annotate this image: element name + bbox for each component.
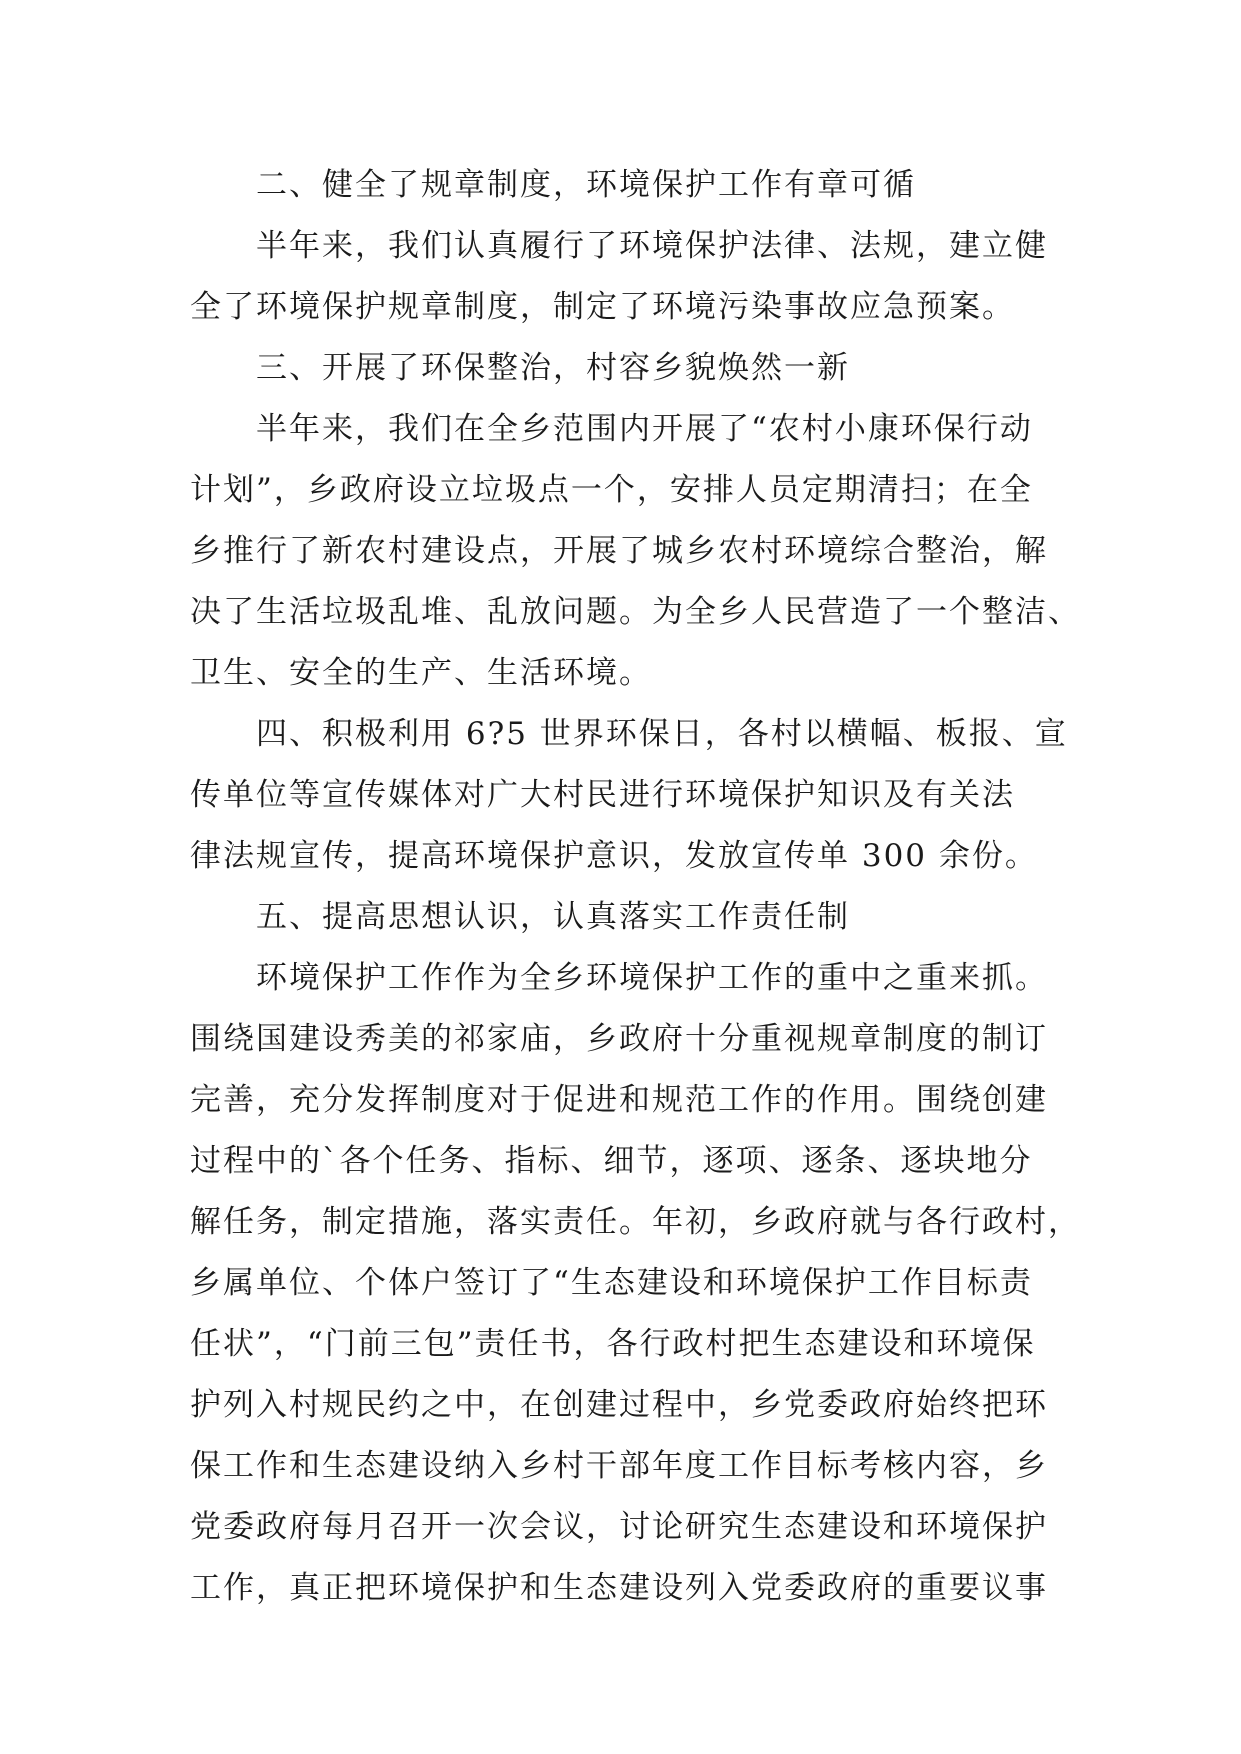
paragraph-line: 全了环境保护规章制度，制定了环境污染事故应急预案。	[190, 289, 1015, 325]
paragraph-line: 解任务，制定措施，落实责任。年初，乡政府就与各行政村，	[190, 1204, 1081, 1240]
paragraph-line: 乡属单位、个体户签订了“生态建设和环境保护工作目标责	[190, 1265, 1033, 1301]
paragraph-line: 传单位等宣传媒体对广大村民进行环境保护知识及有关法	[190, 777, 1015, 813]
paragraph-line: 完善，充分发挥制度对于促进和规范工作的作用。围绕创建	[190, 1082, 1048, 1118]
heading-section-3: 三、开展了环保整治，村容乡貌焕然一新	[256, 350, 850, 386]
paragraph-line: 卫生、安全的生产、生活环境。	[190, 655, 652, 691]
paragraph-line: 护列入村规民约之中，在创建过程中，乡党委政府始终把环	[190, 1387, 1048, 1423]
paragraph-line: 环境保护工作作为全乡环境保护工作的重中之重来抓。	[256, 960, 1048, 996]
paragraph-line: 决了生活垃圾乱堆、乱放问题。为全乡人民营造了一个整洁、	[190, 594, 1081, 630]
paragraph-line: 乡推行了新农村建设点，开展了城乡农村环境综合整治，解	[190, 533, 1048, 569]
paragraph-line: 工作，真正把环境保护和生态建设列入党委政府的重要议事	[190, 1570, 1048, 1606]
paragraph-line: 任状”，“门前三包”责任书，各行政村把生态建设和环境保	[190, 1326, 1036, 1362]
heading-section-2: 二、健全了规章制度，环境保护工作有章可循	[256, 167, 916, 203]
paragraph-line: 党委政府每月召开一次会议，讨论研究生态建设和环境保护	[190, 1509, 1048, 1545]
paragraph-line: 过程中的`各个任务、指标、细节，逐项、逐条、逐块地分	[190, 1143, 1033, 1179]
paragraph-line: 半年来，我们在全乡范围内开展了“农村小康环保行动	[256, 411, 1033, 447]
paragraph-line: 律法规宣传，提高环境保护意识，发放宣传单 300 余份。	[190, 838, 1038, 874]
document-body	[190, 155, 1081, 1619]
paragraph-line: 计划”，乡政府设立垃圾点一个，安排人员定期清扫；在全	[190, 472, 1033, 508]
paragraph-line: 围绕国建设秀美的祁家庙，乡政府十分重视规章制度的制订	[190, 1021, 1048, 1057]
heading-section-4: 四、积极利用 6?5 世界环保日，各村以横幅、板报、宣	[256, 716, 1068, 752]
heading-section-5: 五、提高思想认识，认真落实工作责任制	[256, 899, 850, 935]
paragraph-line: 保工作和生态建设纳入乡村干部年度工作目标考核内容，乡	[190, 1448, 1048, 1484]
paragraph-line: 半年来，我们认真履行了环境保护法律、法规，建立健	[256, 228, 1048, 264]
